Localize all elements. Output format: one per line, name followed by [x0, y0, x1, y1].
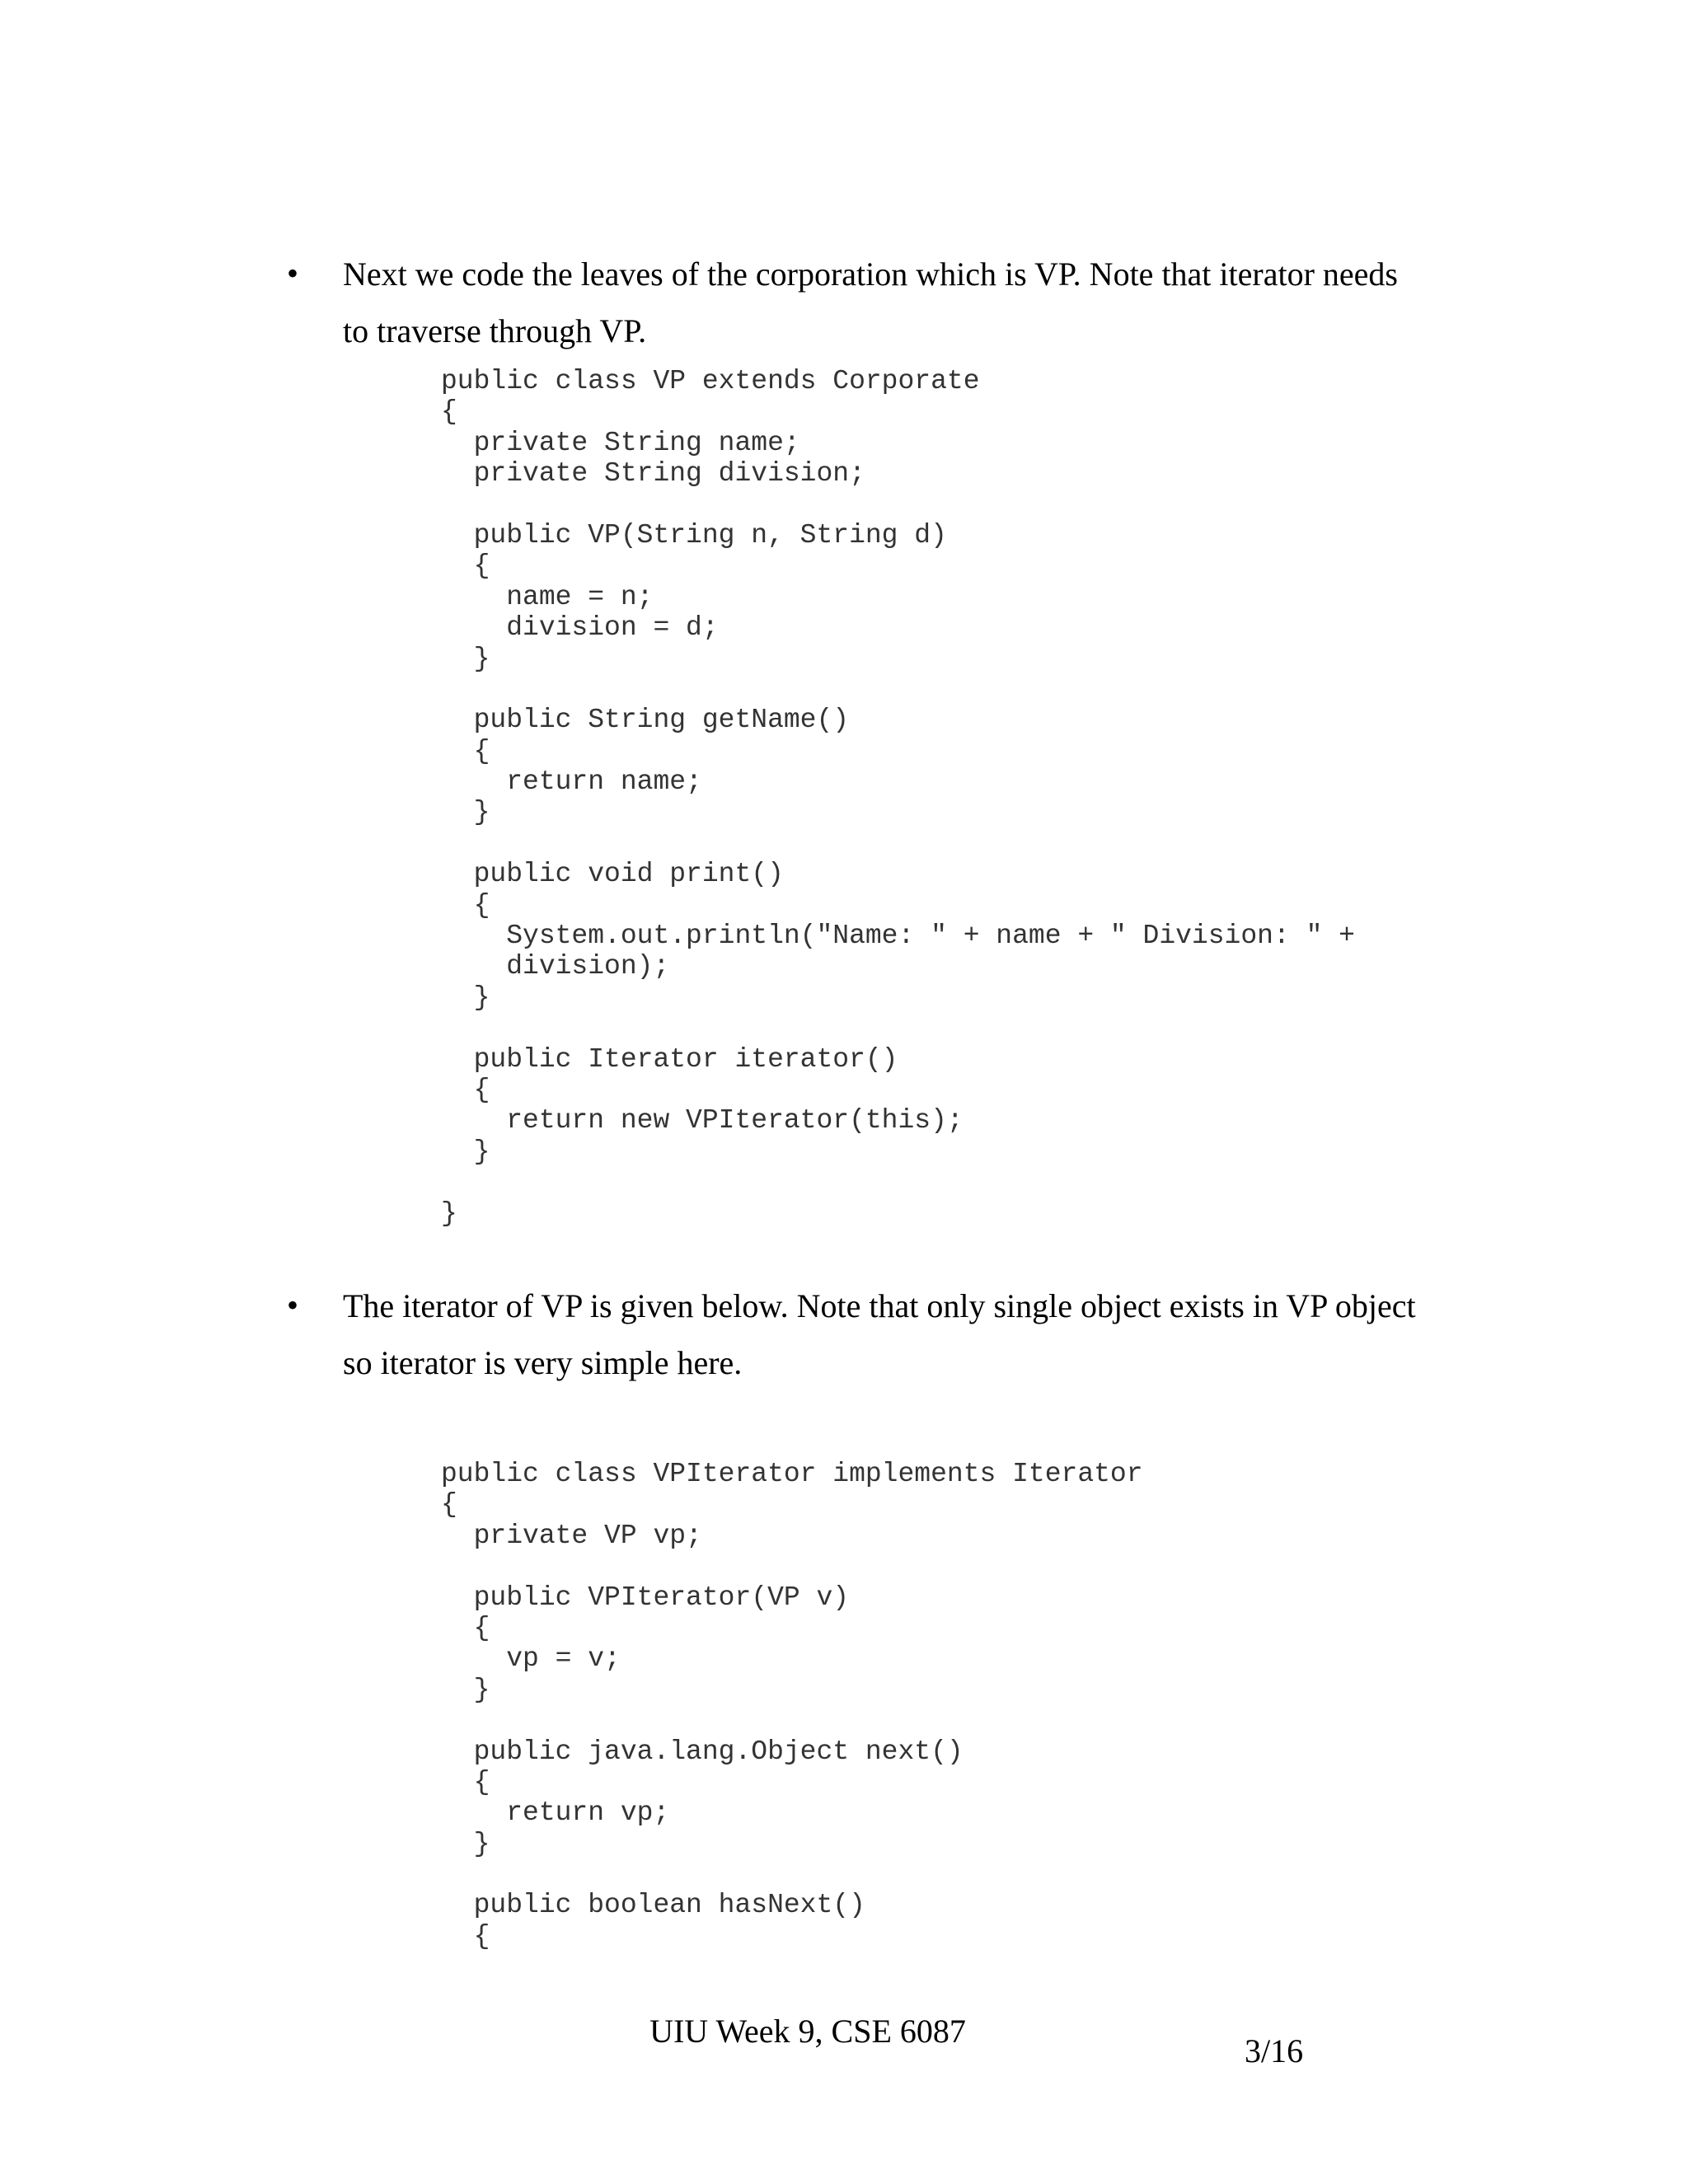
code-line — [441, 1705, 1143, 1736]
code-line: { — [441, 735, 490, 766]
code-line: return name; — [441, 766, 702, 798]
code-line: } — [441, 643, 490, 674]
code-block-vpiterator-class — [441, 1459, 1143, 1952]
code-line: { — [441, 1920, 490, 1952]
code-line: vp = v; — [441, 1643, 621, 1675]
paragraph-line: The iterator of VP is given below. Note that only single object exists in VP object — [343, 1287, 1416, 1324]
code-line: { — [441, 1074, 490, 1105]
code-line: { — [441, 551, 490, 582]
bullet-dot: • — [287, 1286, 299, 1324]
code-line: return vp; — [441, 1797, 670, 1829]
code-line: } — [441, 1136, 490, 1167]
paragraph-line: to traverse through VP. — [343, 312, 647, 349]
code-line: name = n; — [441, 581, 654, 612]
code-line — [441, 1859, 1143, 1890]
code-line: System.out.println("Name: " + name + " Division: " + — [441, 921, 1355, 952]
code-line: } — [441, 1197, 457, 1229]
code-line: { — [441, 889, 490, 921]
code-line — [441, 828, 1355, 859]
code-line — [441, 1167, 1355, 1197]
paragraph-line: so iterator is very simple here. — [343, 1344, 743, 1381]
code-line: { — [441, 1612, 490, 1643]
code-line: public VP(String n, String d) — [441, 519, 947, 551]
code-line: return new VPIterator(this); — [441, 1105, 964, 1137]
code-line: } — [441, 797, 490, 828]
page-number: 3/16 — [1245, 2032, 1304, 2069]
code-line: private String division; — [441, 458, 865, 490]
code-line: } — [441, 1828, 490, 1859]
code-line — [441, 674, 1355, 705]
code-line: private VP vp; — [441, 1520, 702, 1551]
paragraph-line: Next we code the leaves of the corporation which is VP. Note that iterator needs — [343, 255, 1398, 293]
code-line: public class VPIterator implements Iterator — [441, 1459, 1143, 1489]
code-line: } — [441, 982, 490, 1013]
code-line: { — [441, 396, 457, 428]
code-line: public VPIterator(VP v) — [441, 1582, 850, 1613]
code-line — [441, 1551, 1143, 1582]
code-line: private String name; — [441, 427, 800, 458]
bullet-paragraph — [343, 246, 1447, 359]
code-line: public String getName() — [441, 705, 850, 736]
code-line: public class VP extends Corporate — [441, 366, 980, 396]
code-line: public Iterator iterator() — [441, 1043, 898, 1075]
code-line: division = d; — [441, 612, 719, 644]
footer-course-label: UIU Week 9, CSE 6087 — [649, 2013, 966, 2050]
code-block-vp-class — [441, 366, 1355, 1229]
code-line — [441, 490, 1355, 520]
code-line — [441, 1013, 1355, 1043]
code-line: { — [441, 1766, 490, 1797]
code-line: public void print() — [441, 859, 784, 890]
bullet-dot: • — [287, 255, 299, 292]
code-line: { — [441, 1489, 457, 1521]
code-line: division); — [441, 951, 670, 982]
code-line: public boolean hasNext() — [441, 1890, 865, 1921]
bullet-paragraph — [343, 1277, 1447, 1391]
code-line: } — [441, 1674, 490, 1705]
code-line: public java.lang.Object next() — [441, 1736, 964, 1767]
